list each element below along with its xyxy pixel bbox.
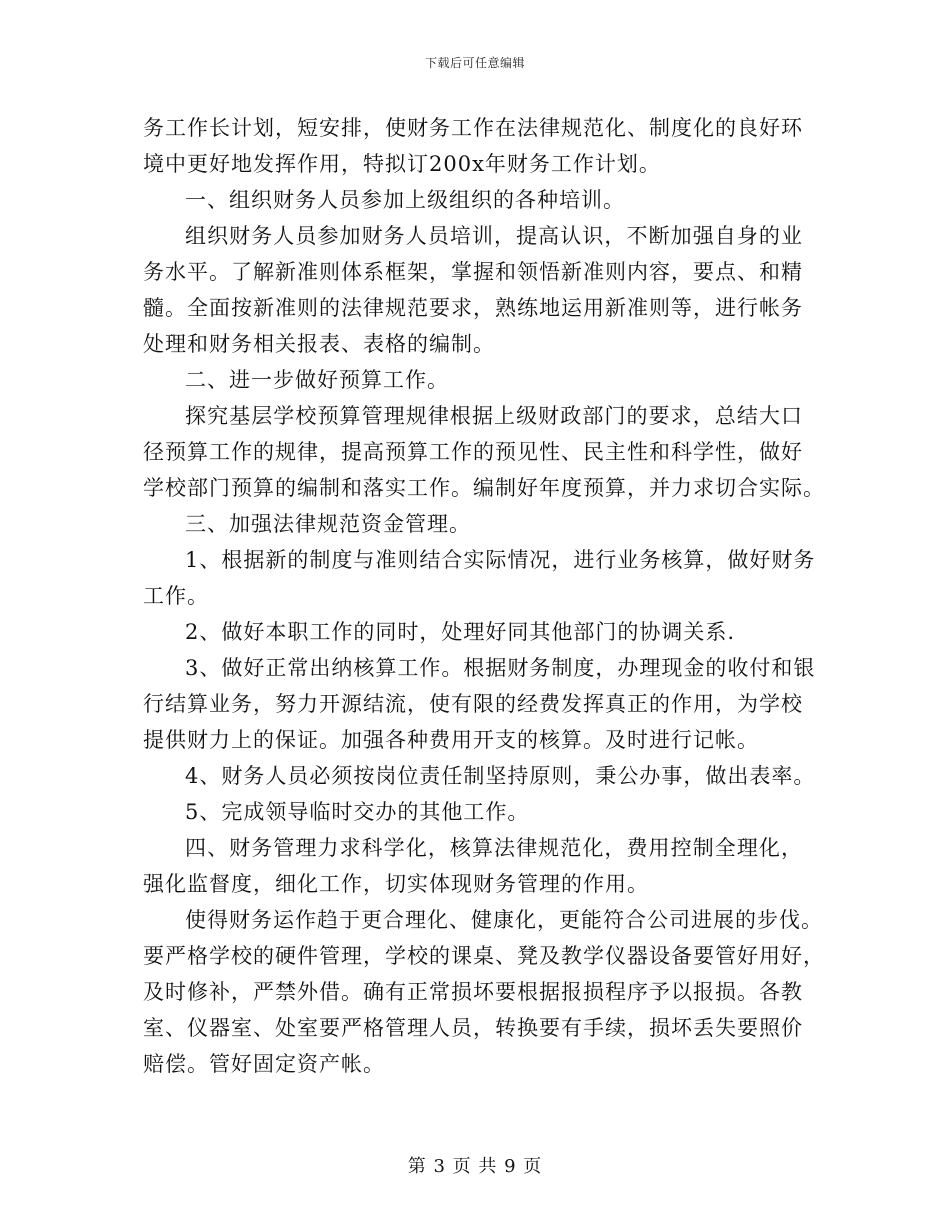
text-line: 4、财务人员必须按岗位责任制坚持原则，秉公办事，做出表率。 [185, 764, 816, 788]
text-line: 境中更好地发挥作用，特拟订200x年财务工作计划。 [143, 152, 661, 176]
text-line: 5、完成领导临时交办的其他工作。 [185, 800, 530, 824]
text-line: 3、做好正常出纳核算工作。根据财务制度，办理现金的收付和银 [185, 656, 816, 680]
text-line: 提供财力上的保证。加强各种费用开支的核算。及时进行记帐。 [143, 728, 759, 752]
text-line: 髓。全面按新准则的法律规范要求，熟练地运用新准则等，进行帐务 [143, 296, 803, 320]
text-line: 工作。 [143, 584, 209, 608]
text-line: 务工作长计划，短安排，使财务工作在法律规范化、制度化的良好环 [143, 116, 803, 140]
page-footer: 第 3 页 共 9 页 [407, 1156, 543, 1177]
text-line: 探究基层学校预算管理规律根据上级财政部门的要求，总结大口 [185, 404, 803, 428]
text-line: 行结算业务，努力开源结流，使有限的经费发挥真正的作用，为学校 [143, 692, 803, 716]
text-line: 使得财务运作趋于更合理化、健康化，更能符合公司进展的步伐。 [185, 908, 823, 932]
text-line: 二、进一步做好预算工作。 [185, 368, 449, 392]
text-line: 学校部门预算的编制和落实工作。编制好年度预算，并力求切合实际。 [143, 476, 825, 500]
text-line: 组织财务人员参加财务人员培训，提高认识，不断加强自身的业 [185, 224, 803, 248]
text-line: 要严格学校的硬件管理，学校的课桌、凳及教学仪器设备要管好用好， [143, 944, 825, 968]
text-line: 2、做好本职工作的同时，处理好同其他部门的协调关系. [185, 620, 736, 644]
text-line: 赔偿。管好固定资产帐。 [143, 1052, 385, 1076]
text-line: 强化监督度，细化工作，切实体现财务管理的作用。 [143, 872, 649, 896]
page-header: 下载后可任意编辑 [424, 56, 525, 70]
text-line: 四、财务管理力求科学化，核算法律规范化，费用控制全理化， [185, 836, 803, 860]
text-line: 室、仪器室、处室要严格管理人员，转换要有手续，损坏丢失要照价 [143, 1016, 803, 1040]
document-body [143, 110, 825, 1082]
text-line: 1、根据新的制度与准则结合实际情况，进行业务核算，做好财务 [185, 548, 816, 572]
text-line: 务水平。了解新准则体系框架，掌握和领悟新准则内容，要点、和精 [143, 260, 803, 284]
text-line: 处理和财务相关报表、表格的编制。 [143, 332, 495, 356]
text-line: 三、加强法律规范资金管理。 [185, 512, 471, 536]
text-line: 一、组织财务人员参加上级组织的各种培训。 [185, 188, 625, 212]
text-line: 径预算工作的规律，提高预算工作的预见性、民主性和科学性，做好 [143, 440, 803, 464]
text-line: 及时修补，严禁外借。确有正常损坏要根据报损程序予以报损。各教 [143, 980, 803, 1004]
